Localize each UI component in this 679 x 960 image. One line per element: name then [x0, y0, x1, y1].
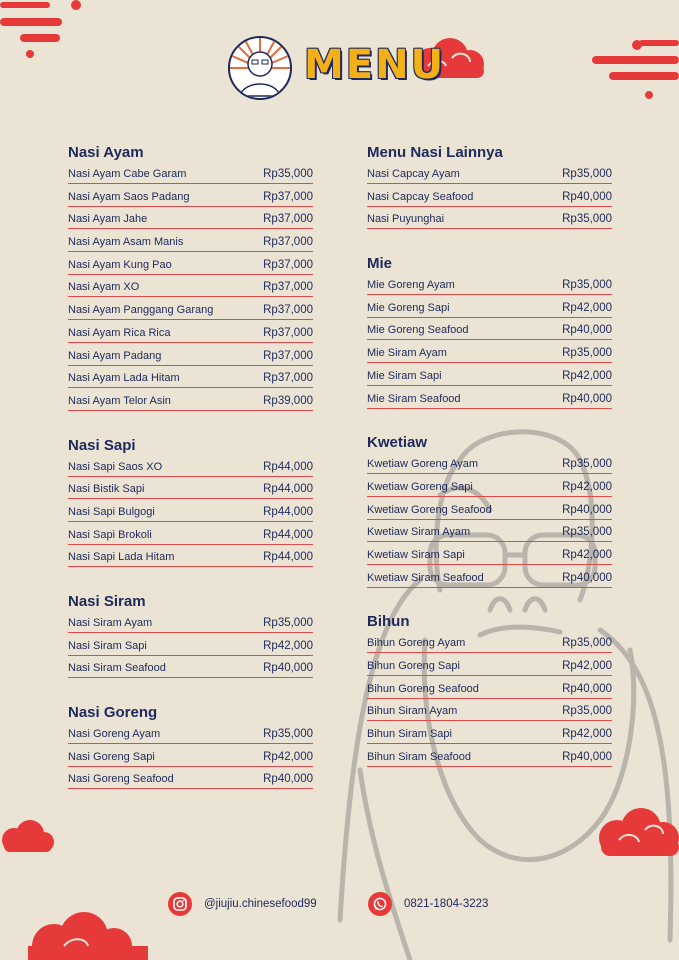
menu-item-price: Rp44,000	[263, 505, 313, 518]
menu-item	[367, 526, 612, 549]
chef-avatar-logo	[228, 36, 292, 100]
menu-section	[68, 437, 313, 574]
red-stroke-decoration-top-left	[0, 0, 90, 60]
menu-item-name: Nasi Puyunghai	[367, 213, 445, 226]
menu-section	[68, 704, 313, 796]
menu-item-name: Mie Siram Ayam	[367, 347, 447, 360]
menu-item-name: Nasi Sapi Brokoli	[68, 528, 152, 541]
menu-item	[367, 637, 612, 660]
menu-item-name: Nasi Ayam Asam Manis	[68, 236, 184, 249]
menu-item-price: Rp37,000	[263, 258, 313, 271]
menu-item-name: Mie Siram Sapi	[367, 369, 442, 382]
menu-item-price: Rp40,000	[562, 503, 612, 516]
menu-item-name: Bihun Goreng Ayam	[367, 637, 466, 650]
menu-item-price: Rp40,000	[562, 392, 612, 405]
menu-item	[367, 728, 612, 751]
menu-item-name: Nasi Sapi Lada Hitam	[68, 551, 175, 564]
page-title: MENU	[304, 42, 446, 88]
menu-item	[367, 549, 612, 572]
menu-item-price: Rp35,000	[263, 617, 313, 629]
menu-item-name: Nasi Sapi Bulgogi	[68, 505, 155, 518]
instagram-handle: @jiujiu.chinesefood99	[204, 898, 317, 910]
menu-item	[367, 370, 612, 393]
menu-item-price: Rp44,000	[263, 528, 313, 541]
menu-item	[367, 168, 612, 191]
menu-item	[367, 751, 612, 774]
menu-item	[367, 458, 612, 481]
menu-item-price: Rp35,000	[562, 347, 612, 360]
menu-item-price: Rp37,000	[263, 304, 313, 317]
menu-item-price: Rp37,000	[263, 349, 313, 362]
menu-item-name: Kwetiaw Siram Sapi	[367, 548, 465, 561]
menu-item-name: Nasi Sapi Saos XO	[68, 460, 163, 473]
menu-item-price: Rp40,000	[562, 682, 612, 695]
menu-item-name: Nasi Ayam Jahe	[68, 213, 148, 226]
menu-item-price: Rp44,000	[263, 551, 313, 564]
menu-item-price: Rp37,000	[263, 236, 313, 249]
menu-item-price: Rp35,000	[263, 168, 313, 180]
menu-item	[68, 529, 313, 552]
menu-item-price: Rp37,000	[263, 326, 313, 339]
menu-item	[68, 617, 313, 640]
instagram-contact[interactable]	[168, 892, 317, 916]
menu-item-price: Rp40,000	[562, 750, 612, 763]
menu-item	[68, 236, 313, 259]
menu-item	[68, 483, 313, 506]
menu-item-price: Rp40,000	[263, 662, 313, 675]
menu-item-name: Nasi Ayam Rica Rica	[68, 326, 171, 339]
menu-item	[367, 393, 612, 416]
menu-item-name: Nasi Goreng Seafood	[68, 773, 174, 786]
menu-item-price: Rp42,000	[263, 750, 313, 763]
whatsapp-phone: 0821-1804-3223	[404, 898, 489, 910]
menu-item	[68, 773, 313, 796]
menu-item	[68, 191, 313, 214]
menu-item	[367, 660, 612, 683]
cloud-decoration-bottom-corner	[14, 912, 154, 960]
menu-item-name: Bihun Goreng Sapi	[367, 660, 460, 672]
menu-item	[367, 481, 612, 504]
menu-item	[68, 168, 313, 191]
menu-item	[68, 350, 313, 373]
menu-item	[68, 461, 313, 484]
menu-item-name: Kwetiaw Siram Seafood	[367, 571, 484, 584]
menu-item-name: Nasi Capcay Seafood	[367, 190, 474, 203]
menu-section	[367, 434, 612, 594]
menu-item	[367, 572, 612, 595]
menu-item	[367, 324, 612, 347]
menu-item-price: Rp37,000	[263, 281, 313, 294]
menu-item-name: Nasi Ayam Padang	[68, 349, 162, 362]
menu-item-name: Nasi Goreng Sapi	[68, 750, 155, 763]
menu-item	[68, 395, 313, 418]
menu-item-name: Nasi Siram Seafood	[68, 662, 166, 675]
menu-item-price: Rp40,000	[562, 190, 612, 203]
menu-item-name: Bihun Siram Ayam	[367, 705, 458, 718]
menu-item	[68, 213, 313, 236]
menu-item-price: Rp37,000	[263, 213, 313, 226]
menu-item-name: Nasi Siram Ayam	[68, 617, 153, 629]
menu-item-price: Rp40,000	[562, 324, 612, 337]
menu-item-price: Rp35,000	[562, 458, 612, 471]
menu-item	[367, 347, 612, 370]
menu-item-name: Kwetiaw Goreng Sapi	[367, 480, 473, 493]
menu-item	[367, 302, 612, 325]
menu-header	[228, 36, 488, 100]
menu-item-name: Nasi Ayam Panggang Garang	[68, 304, 214, 317]
menu-section	[367, 144, 612, 236]
menu-item	[68, 751, 313, 774]
menu-item-name: Bihun Siram Sapi	[367, 728, 452, 741]
menu-item-name: Kwetiaw Goreng Seafood	[367, 503, 492, 516]
menu-item-price: Rp42,000	[562, 480, 612, 493]
menu-item-name: Bihun Siram Seafood	[367, 750, 471, 763]
whatsapp-icon	[368, 892, 392, 916]
menu-item	[68, 640, 313, 663]
menu-item-price: Rp35,000	[562, 213, 612, 226]
menu-item	[367, 504, 612, 527]
menu-item-name: Nasi Ayam Cabe Garam	[68, 168, 187, 180]
menu-item	[68, 372, 313, 395]
menu-item-price: Rp35,000	[263, 728, 313, 741]
menu-item-name: Nasi Ayam Telor Asin	[68, 394, 171, 407]
right-menu-column	[367, 144, 612, 792]
menu-item	[367, 705, 612, 728]
menu-item-price: Rp44,000	[263, 460, 313, 473]
menu-item-price: Rp42,000	[562, 301, 612, 314]
menu-item	[367, 191, 612, 214]
section-title: Nasi Goreng	[68, 704, 158, 722]
red-stroke-decoration-top-right	[589, 40, 679, 110]
menu-item-name: Kwetiaw Siram Ayam	[367, 526, 471, 539]
menu-item-name: Mie Goreng Seafood	[367, 324, 469, 337]
whatsapp-contact[interactable]	[368, 892, 488, 916]
menu-item-price: Rp35,000	[562, 637, 612, 650]
menu-item-price: Rp42,000	[562, 660, 612, 672]
menu-item-name: Kwetiaw Goreng Ayam	[367, 458, 479, 471]
section-title: Nasi Siram	[68, 593, 146, 610]
menu-item-price: Rp35,000	[562, 279, 612, 292]
section-title: Mie	[367, 255, 393, 273]
menu-item	[367, 213, 612, 236]
menu-item	[68, 327, 313, 350]
menu-item-name: Nasi Goreng Ayam	[68, 728, 161, 741]
menu-item-name: Nasi Bistik Sapi	[68, 483, 145, 496]
menu-item-name: Nasi Ayam Kung Pao	[68, 258, 172, 271]
section-title: Nasi Sapi	[68, 436, 136, 454]
menu-item-name: Nasi Ayam XO	[68, 281, 140, 294]
menu-item-name: Nasi Capcay Ayam	[367, 168, 460, 180]
menu-item-price: Rp35,000	[562, 526, 612, 539]
menu-item	[367, 279, 612, 302]
menu-item	[68, 259, 313, 282]
menu-item-price: Rp42,000	[562, 548, 612, 561]
menu-item	[68, 506, 313, 529]
section-title: Menu Nasi Lainnya	[367, 144, 503, 161]
instagram-icon	[168, 892, 192, 916]
cloud-decoration-bottom-right	[593, 806, 679, 862]
menu-item-price: Rp42,000	[562, 369, 612, 382]
menu-item-price: Rp35,000	[562, 705, 612, 718]
section-title: Kwetiaw	[367, 434, 428, 452]
menu-item	[68, 281, 313, 304]
menu-section	[68, 144, 313, 418]
menu-item-name: Bihun Goreng Seafood	[367, 682, 479, 695]
menu-item-price: Rp37,000	[263, 372, 313, 385]
menu-item-name: Nasi Ayam Lada Hitam	[68, 372, 180, 385]
menu-item-price: Rp44,000	[263, 483, 313, 496]
menu-section	[68, 593, 313, 685]
menu-item-price: Rp42,000	[562, 728, 612, 741]
menu-item-price: Rp35,000	[562, 168, 612, 180]
menu-item	[68, 551, 313, 574]
menu-item-name: Mie Goreng Sapi	[367, 301, 450, 314]
menu-item	[367, 683, 612, 706]
section-title: Nasi Ayam	[68, 144, 144, 161]
menu-section	[367, 255, 612, 415]
menu-item-price: Rp39,000	[263, 394, 313, 407]
section-title: Bihun	[367, 613, 410, 631]
left-menu-column	[68, 144, 313, 815]
menu-item	[68, 304, 313, 327]
menu-item	[68, 728, 313, 751]
menu-item-price: Rp37,000	[263, 190, 313, 203]
menu-item-name: Mie Siram Seafood	[367, 392, 461, 405]
cloud-decoration-bottom-left	[0, 818, 56, 858]
menu-item-name: Nasi Siram Sapi	[68, 639, 147, 652]
menu-item-price: Rp40,000	[263, 773, 313, 786]
menu-item-price: Rp42,000	[263, 639, 313, 652]
menu-item	[68, 662, 313, 685]
menu-section	[367, 613, 612, 773]
menu-item-name: Nasi Ayam Saos Padang	[68, 190, 190, 203]
menu-item-price: Rp40,000	[562, 571, 612, 584]
menu-item-name: Mie Goreng Ayam	[367, 279, 455, 292]
